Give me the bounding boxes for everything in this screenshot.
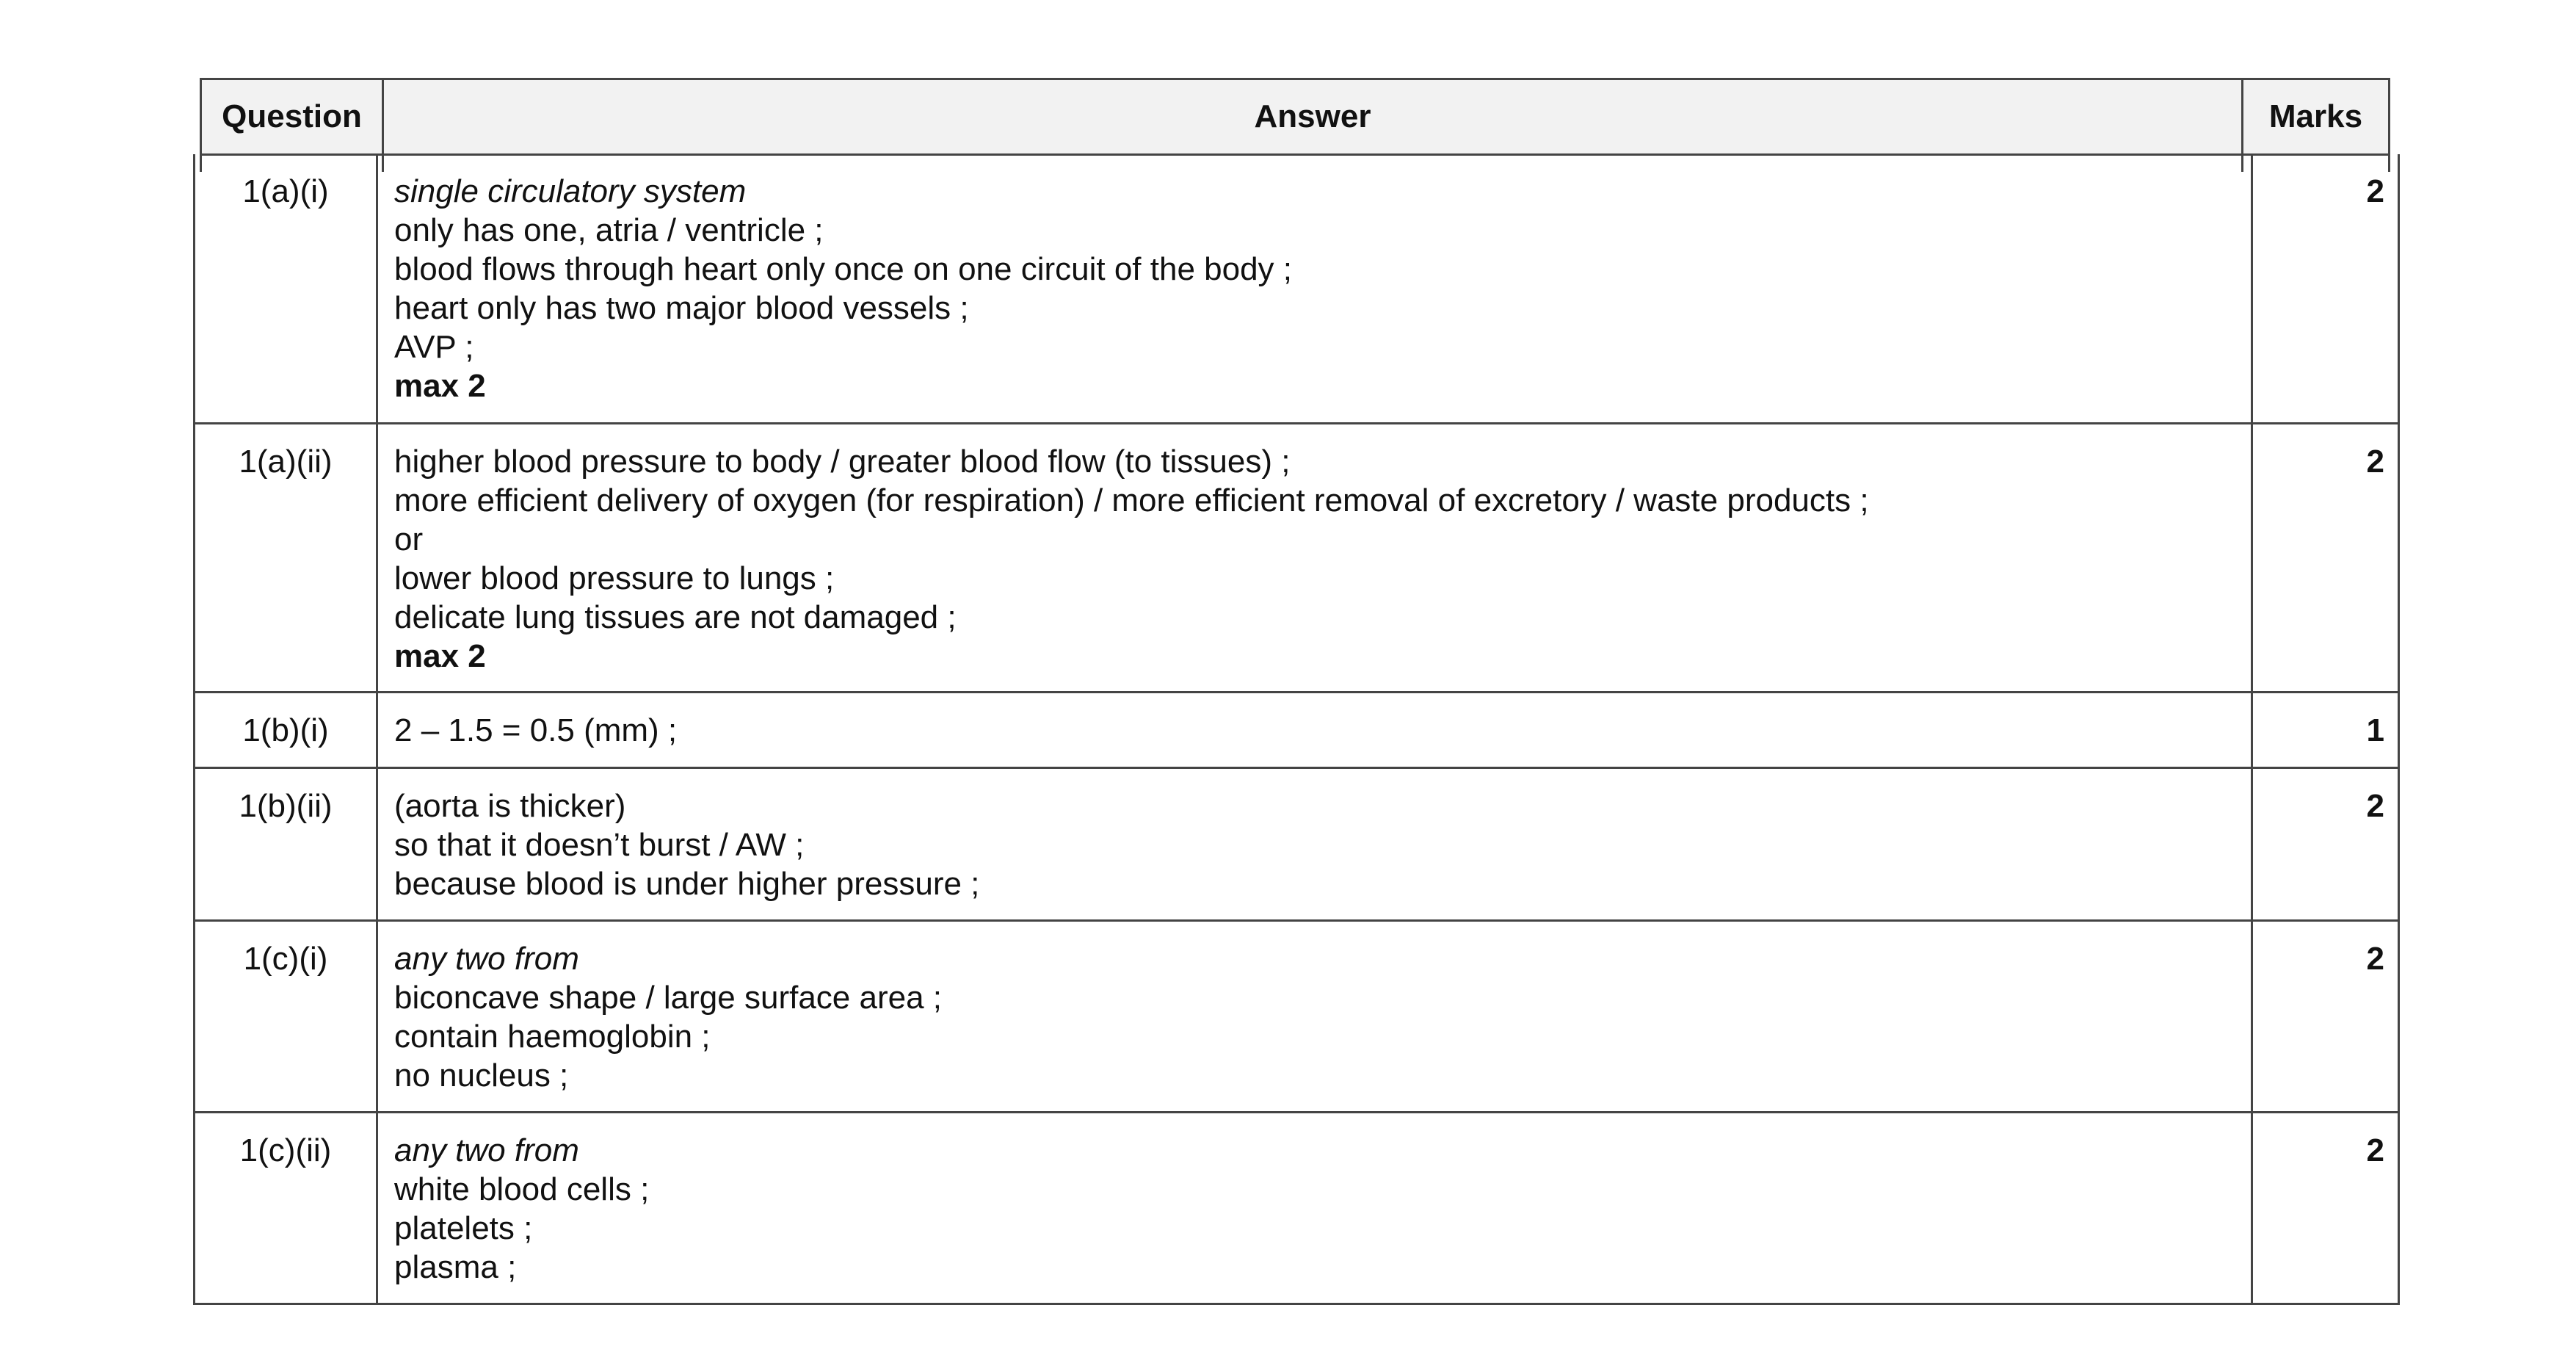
marks-value: 1	[2252, 692, 2399, 767]
table-row	[195, 767, 2399, 920]
mark-scheme-table	[193, 154, 2400, 1305]
header-marks: Marks	[2268, 98, 2363, 134]
table-row	[195, 920, 2399, 1112]
answer-line: so that it doesn’t burst / AW ;	[394, 826, 805, 863]
answer-cell	[377, 767, 2252, 920]
table-row	[195, 1112, 2399, 1304]
question-number: 1(b)(i)	[195, 692, 377, 767]
answer-line: plasma ;	[394, 1248, 517, 1285]
answer-line: 2 – 1.5 = 0.5 (mm) ;	[394, 712, 678, 748]
answer-line: white blood cells ;	[394, 1171, 650, 1207]
question-number: 1(c)(i)	[195, 920, 377, 1112]
answer-cell	[377, 1112, 2252, 1304]
table-row	[195, 154, 2399, 423]
answer-line: only has one, atria / ventricle ;	[394, 212, 824, 248]
answer-line: single circulatory system	[394, 173, 747, 209]
answer-line: heart only has two major blood vessels ;	[394, 290, 969, 326]
answer-line: contain haemoglobin ;	[394, 1018, 711, 1055]
answer-line: max 2	[394, 637, 486, 674]
answer-line: or	[394, 521, 424, 557]
answer-line: (aorta is thicker)	[394, 787, 626, 824]
answer-cell	[377, 692, 2252, 767]
answer-cell	[377, 154, 2252, 423]
table-row	[195, 423, 2399, 692]
answer-line: no nucleus ;	[394, 1057, 569, 1093]
answer-line: max 2	[394, 368, 486, 404]
question-number: 1(a)(i)	[195, 154, 377, 423]
answer-line: lower blood pressure to lungs ;	[394, 560, 835, 596]
table-row	[195, 692, 2399, 767]
question-number: 1(b)(ii)	[195, 767, 377, 920]
answer-line: platelets ;	[394, 1210, 533, 1246]
answer-cell	[377, 423, 2252, 692]
header-answer: Answer	[384, 80, 2243, 153]
answer-line: any two from	[394, 940, 579, 977]
answer-line: blood flows through heart only once on one circuit of the body ;	[394, 251, 1292, 287]
answer-line: because blood is under higher pressure ;	[394, 865, 980, 902]
table-body	[195, 154, 2399, 1304]
marks-value: 2	[2252, 920, 2399, 1112]
answer-cell	[377, 920, 2252, 1112]
answer-line: biconcave shape / large surface area ;	[394, 979, 943, 1016]
answer-line: any two from	[394, 1132, 579, 1168]
header-question: Question	[202, 80, 384, 153]
question-number: 1(a)(ii)	[195, 423, 377, 692]
answer-line: higher blood pressure to body / greater blood flow (to tissues) ;	[394, 443, 1291, 480]
question-number: 1(c)(ii)	[195, 1112, 377, 1304]
marks-value: 2	[2252, 423, 2399, 692]
marks-value: 2	[2252, 154, 2399, 423]
answer-line: delicate lung tissues are not damaged ;	[394, 599, 957, 635]
table-header	[200, 78, 2390, 156]
marks-value: 2	[2252, 1112, 2399, 1304]
marks-value: 2	[2252, 767, 2399, 920]
answer-line: AVP ;	[394, 329, 474, 365]
answer-line: more efficient delivery of oxygen (for respiration) / more efficient removal of excretory / waste products ;	[394, 482, 1869, 518]
